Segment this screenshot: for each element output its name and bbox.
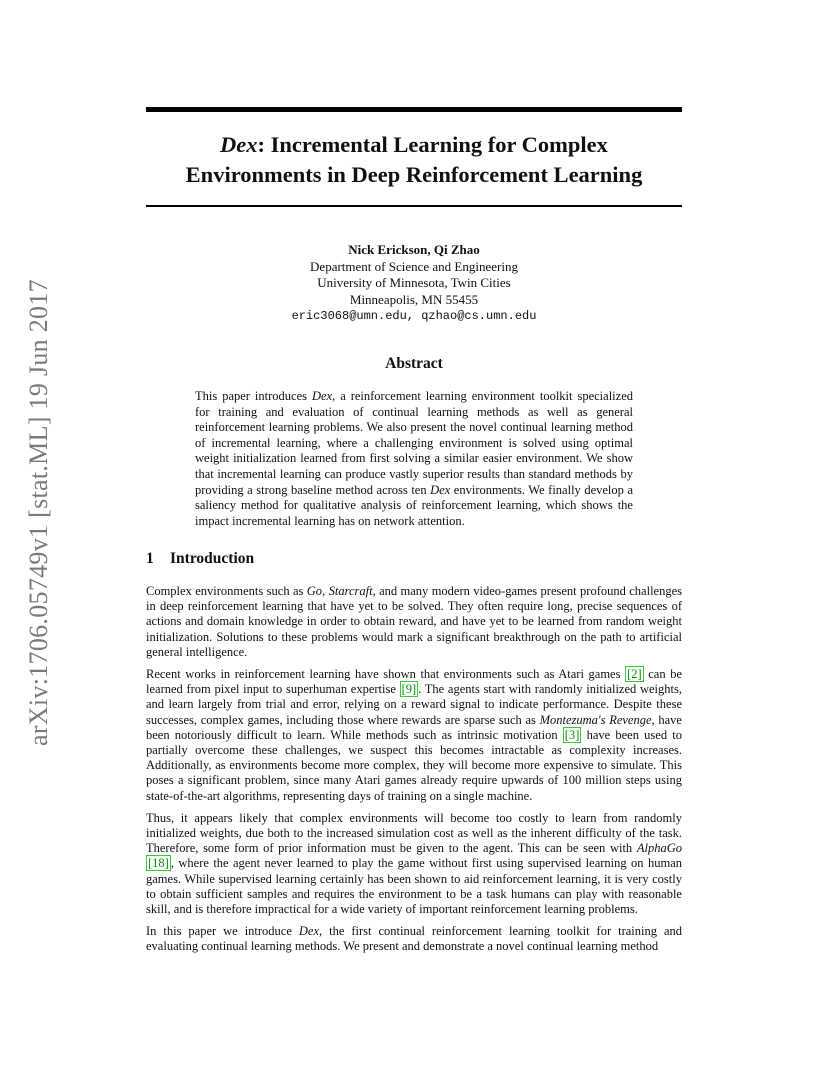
title-top-rule	[146, 107, 682, 112]
section-heading-introduction	[146, 550, 254, 568]
term-go: Go	[306, 584, 323, 598]
term-alphago: AlphaGo	[636, 841, 682, 856]
title-bottom-rule	[146, 205, 682, 207]
abstract-seg: This paper introduces	[195, 389, 312, 403]
text-seg: , where the agent never learned to play the game without first using supervised learning on human games. While supervised learning certainly has been shown to aid reinforcement learning, it is very costly to obtain sufficient samples and requires the environment to be a task humans can play with reasonable skill, and is therefore impractical for a wide variety of important reinforcement learning problems.	[146, 856, 682, 917]
title-line1-rest: : Incremental Learning for Complex	[257, 132, 608, 157]
abstract-text	[195, 389, 633, 529]
paragraph	[146, 584, 682, 660]
paper-title	[146, 130, 682, 190]
arxiv-identifier: arXiv:1706.05749v1 [stat.ML] 19 Jun 2017	[24, 279, 53, 746]
author-block	[146, 242, 682, 325]
abstract-heading: Abstract	[385, 355, 443, 372]
text-seg: can be learned from pixel input to superhuman expertise	[146, 667, 682, 697]
text-seg: Thus, it appears likely that complex environments will become too costly to learn from randomly initialized weights, due both to the increased simulation cost as well as the inherent difficulty of the task. Therefore, some form of prior information must be given to the agent. This can be seen with	[146, 810, 682, 856]
text-seg: ,	[322, 584, 329, 598]
title-line2: Environments in Deep Reinforcement Learning	[185, 162, 643, 187]
paragraph	[146, 667, 682, 804]
author-city: Minneapolis, MN 55455	[349, 291, 479, 307]
text-seg: , and many modern video-games present profound challenges in deep reinforcement learning that have yet to be solved. They often require long, precise sequences of actions and domain knowledge in order to obtain reward, and have yet to be learned from random weight initialization. Solutions to these problems would mark a significant breakthrough on the path to artificial general intelligence.	[146, 584, 683, 659]
citation-link[interactable]: [18]	[148, 856, 169, 871]
text-seg: , have been notoriously difficult to learn. While methods such as intrinsic motivation	[146, 712, 682, 742]
abstract-dex: Dex	[311, 389, 333, 403]
text-seg: . The agents start with randomly initialized weights, and learn largely from trial and error, relying on a reward signal to indicate performance. Despite these successes, complex games, including those where rewards are sparse such as	[146, 682, 682, 727]
author-department: Department of Science and Engineering	[310, 258, 518, 274]
abstract-seg: , a reinforcement learning environment toolkit specialized for training and evaluation of continual learning methods as well as general reinforcement learning problems. We also present the novel continual learning method of incremental learning, where a challenging environment is solved using optimal weight initialization learned from first solving a similar easier environment. We show that incremental learning can produce vastly superior results than standard methods by providing a strong baseline method across ten	[195, 389, 633, 497]
text-seg: have been used to partially overcome these challenges, we suspect this becomes intractable as complexity increases. Additionally, as environments become more complex, they will become more expensive to simulate. This poses a significant problem, since many Atari games already require upwards of 100 million steps using state-of-the-art algorithms, representing days of training on a single machine.	[146, 727, 682, 803]
term-starcraft: Starcraft	[328, 584, 373, 598]
author-university: University of Minnesota, Twin Cities	[317, 275, 511, 290]
introduction-body	[146, 584, 682, 962]
title-emph: Dex	[220, 132, 258, 157]
text-seg: Complex environments such as	[146, 584, 307, 598]
text-seg: Recent works in reinforcement learning have shown that environments such as Atari games	[146, 667, 626, 682]
abstract-dex: Dex	[430, 482, 451, 497]
section-number: 1	[146, 550, 154, 567]
term-dex: Dex	[298, 924, 319, 939]
paragraph	[146, 924, 682, 954]
section-title: Introduction	[170, 550, 255, 567]
citation-link[interactable]: [2]	[627, 667, 642, 682]
text-seg: , the first continual reinforcement learning toolkit for training and evaluating continual learning methods. We present and demonstrate a novel continual learning method	[146, 924, 682, 954]
paragraph	[146, 811, 682, 917]
citation-link[interactable]: [3]	[564, 727, 580, 742]
citation-link[interactable]: [9]	[401, 682, 417, 697]
author-names: Nick Erickson, Qi Zhao	[348, 242, 480, 257]
author-emails[interactable]: eric3068@umn.edu, qzhao@cs.umn.edu	[291, 309, 537, 323]
text-seg: In this paper we introduce	[146, 924, 299, 939]
term-montezuma: Montezuma's Revenge	[539, 712, 652, 727]
abstract-seg: environments. We finally develop a saliency method for qualitative analysis of reinforcement learning, which shows the impact incremental learning has on network attention.	[195, 482, 633, 528]
